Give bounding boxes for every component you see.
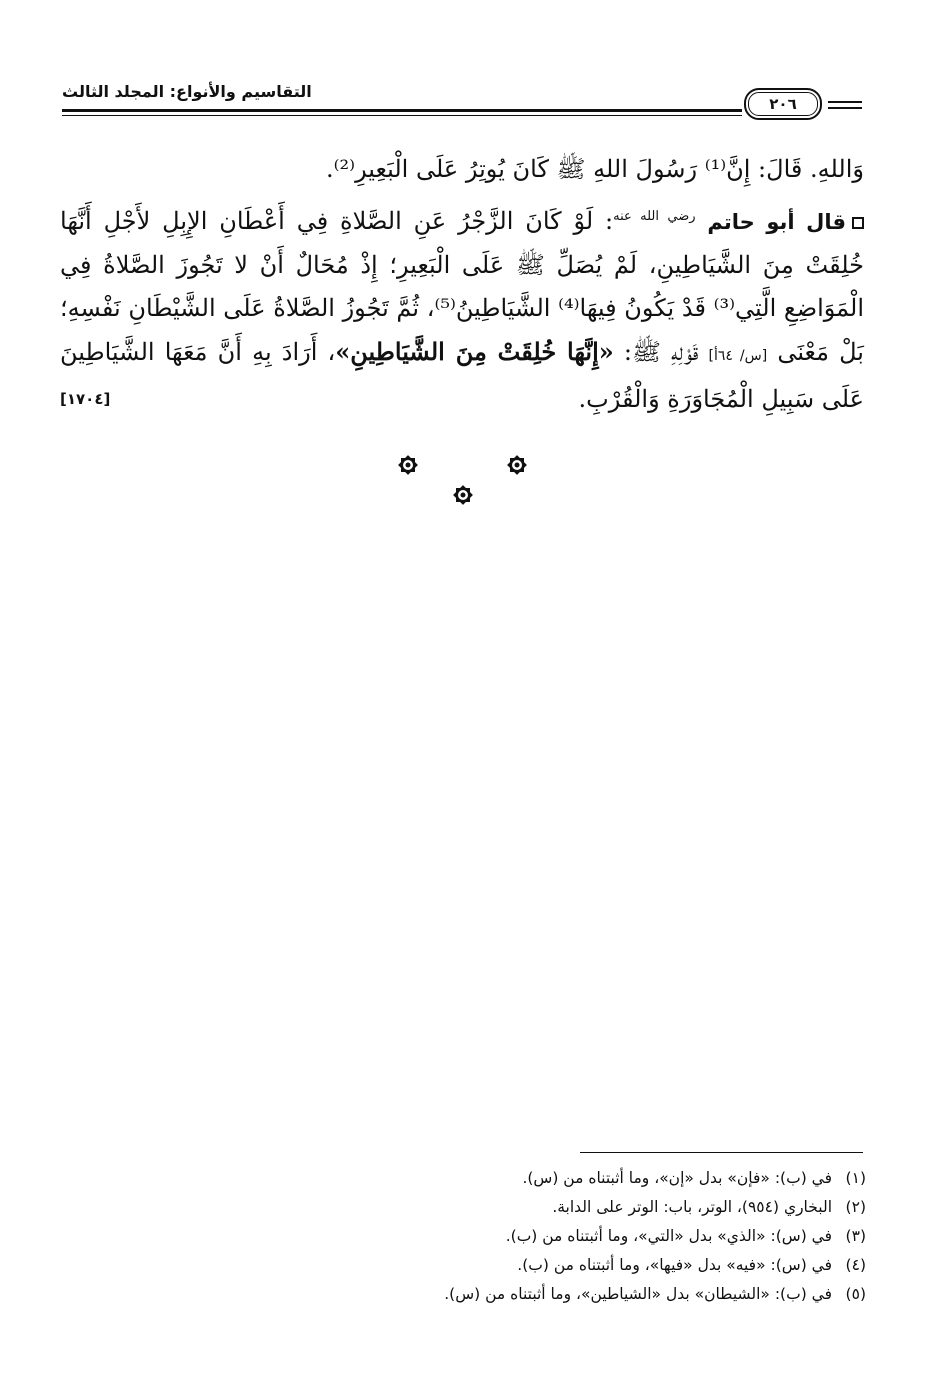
footnotes bbox=[300, 1164, 866, 1309]
footnote-separator bbox=[580, 1152, 863, 1153]
paragraph-1: وَاللهِ. قَالَ: إِنَّ⁽¹⁾ رَسُولَ اللهِ ﷺ كَانَ يُوتِرُ عَلَى الْبَعِيرِ⁽²⁾. bbox=[326, 155, 864, 183]
footnote-number: (٤) bbox=[845, 1256, 866, 1274]
footnote-2 bbox=[300, 1193, 866, 1222]
footnote-5 bbox=[300, 1280, 866, 1309]
footnote-text: في (س): «فيه» بدل «فيها»، وما أثبتناه من (ب). bbox=[517, 1256, 832, 1274]
paragraph-2-text-a: : لَوْ كَانَ الزَّجْرُ عَنِ الصَّلاةِ فِي أَعْطَانِ الإِبِلِ لأَجْلِ أَنَّهَا خُلِقَتْ مِنَ الشَّيَاطِينِ، لَمْ يُصَلِّ ﷺ عَلَى الْبَعِيرِ؛ إِذْ مُحَالٌ أَنْ لا تَجُوزَ الصَّلاةُ فِي الْمَوَاضِعِ الَّتِي⁽³⁾ قَدْ يَكُونُ فِيهَا⁽⁴⁾ الشَّيَاطِينُ⁽⁵⁾، ثُمَّ تَجُوزُ الصَّلاةُ عَلَى الشَّيْطَانِ نَفْسِهِ؛ بَلْ مَعْنَى bbox=[60, 207, 864, 366]
footnote-4 bbox=[300, 1251, 866, 1280]
page-number-frame bbox=[744, 88, 822, 120]
speaker-name: قال أبو حاتم bbox=[707, 210, 846, 234]
paragraph-2-text-c: ، أَرَادَ بِهِ أَنَّ مَعَهَا الشَّيَاطِينَ عَلَى سَبِيلِ الْمُجَاوَرَةِ وَالْقُرْبِ. bbox=[60, 338, 864, 413]
header-dash bbox=[828, 101, 862, 103]
paragraph-2 bbox=[60, 195, 864, 421]
honorific: رضي الله عنه bbox=[613, 209, 696, 224]
page-header bbox=[62, 78, 862, 128]
footnote-text: في (ب): «الشيطان» بدل «الشياطين»، وما أثبتناه من (س). bbox=[444, 1285, 832, 1303]
footnote-number: (٢) bbox=[845, 1198, 866, 1216]
footnote-number: (٣) bbox=[845, 1227, 866, 1245]
hadith-quote: «إِنَّهَا خُلِقَتْ مِنَ الشَّيَاطِينِ» bbox=[335, 337, 614, 366]
footnote-number: (١) bbox=[845, 1169, 866, 1187]
manuscript-reference: [س/ ٦٤أ] bbox=[708, 348, 768, 364]
paragraph-2-text-b: قَوْلِهِ ﷺ: bbox=[623, 338, 699, 366]
ornament-icon bbox=[396, 453, 420, 477]
main-text bbox=[60, 148, 864, 421]
header-dash bbox=[828, 107, 862, 109]
header-rule bbox=[62, 109, 742, 112]
footnote-1 bbox=[300, 1164, 866, 1193]
footnote-3 bbox=[300, 1222, 866, 1251]
footnote-text: في (س): «الذي» بدل «التي»، وما أثبتناه من (ب). bbox=[505, 1227, 832, 1245]
header-rule-thin bbox=[62, 115, 742, 116]
footnote-number: (٥) bbox=[845, 1285, 866, 1303]
footnote-text: البخاري (٩٥٤)، الوتر، باب: الوتر على الدابة. bbox=[552, 1198, 832, 1216]
running-title: التقاسيم والأنواع: المجلد الثالث bbox=[62, 82, 312, 101]
square-bullet-icon bbox=[852, 217, 864, 229]
page-number: ٢٠٦ bbox=[748, 92, 818, 116]
hadith-number: [١٧٠٤] bbox=[60, 390, 111, 408]
footnote-text: في (ب): «فإن» بدل «إن»، وما أثبتناه من (س). bbox=[522, 1169, 832, 1187]
ornament-icon bbox=[505, 453, 529, 477]
ornament-icon bbox=[451, 483, 475, 507]
